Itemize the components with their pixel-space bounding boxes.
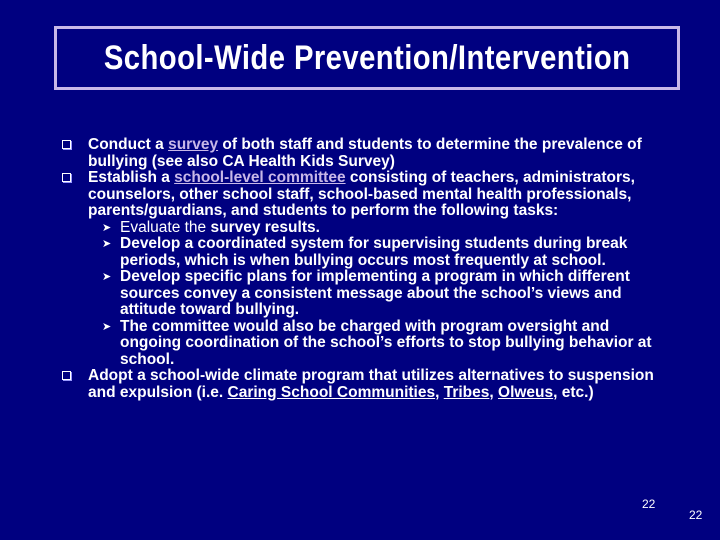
bullet-item-survey <box>60 137 670 170</box>
checkbox-bullet-icon <box>62 173 71 182</box>
arrow-bullet-icon: ➤ <box>102 320 112 333</box>
bullet-item-climate <box>60 368 670 401</box>
item-text: Conduct a <box>88 136 169 153</box>
sub-text: for implementing a program in which different sources convey a consistent message about the school’s views and attitude toward bullying. <box>120 268 630 318</box>
slide-content <box>60 137 670 401</box>
checkbox-bullet-icon <box>62 140 71 149</box>
arrow-bullet-icon: ➤ <box>102 238 112 250</box>
title-box <box>54 26 680 90</box>
item-text: consisting of teachers, administrators, counselors, other school staff, school-based mental health professionals, parents/guardians, and students to perform the following tasks: <box>88 169 635 219</box>
item-text: of both staff and students to determine the prevalence of bullying (see also CA Health Kids Survey) <box>88 136 642 170</box>
sub-item-evaluate <box>60 220 670 237</box>
sub-text-bold: survey results. <box>210 218 320 236</box>
separator: , <box>489 383 499 401</box>
sub-text-bold: Develop a coordinated system <box>120 235 344 252</box>
slide-title: School-Wide Prevention/Intervention <box>103 38 631 77</box>
sub-item-oversight <box>60 319 670 369</box>
survey-link[interactable]: survey <box>168 136 219 153</box>
tribes-link[interactable]: Tribes <box>443 383 490 401</box>
page-number-outer: 22 <box>689 508 703 522</box>
arrow-bullet-icon: ➤ <box>102 221 112 234</box>
sub-text: The committee would also be charged with program oversight and ongoing coordination of the school’s efforts to stop bullying behavior at school. <box>120 317 652 368</box>
olweus-link[interactable]: Olweus <box>498 383 554 401</box>
sub-item-plans <box>60 269 670 319</box>
item-text: Adopt a school-wide climate program that utilizes alternatives to suspension and expulsion (i.e. <box>88 367 654 401</box>
committee-link[interactable]: school-level committee <box>174 169 346 186</box>
bullet-item-committee <box>60 170 670 220</box>
page-number: 22 <box>642 497 656 511</box>
sub-text: for supervising students during break periods, which is when bullying occurs most frequently at school. <box>120 235 628 269</box>
caring-school-link[interactable]: Caring School Communities <box>227 383 436 401</box>
item-text: Establish a <box>88 169 175 186</box>
arrow-bullet-icon: ➤ <box>102 271 112 283</box>
separator: , <box>435 383 444 401</box>
sub-text: Evaluate the <box>120 218 211 236</box>
sub-item-system <box>60 236 670 269</box>
item-text: , etc.) <box>553 383 594 401</box>
sub-text-bold: Develop specific plans <box>120 268 288 285</box>
checkbox-bullet-icon <box>62 371 71 380</box>
